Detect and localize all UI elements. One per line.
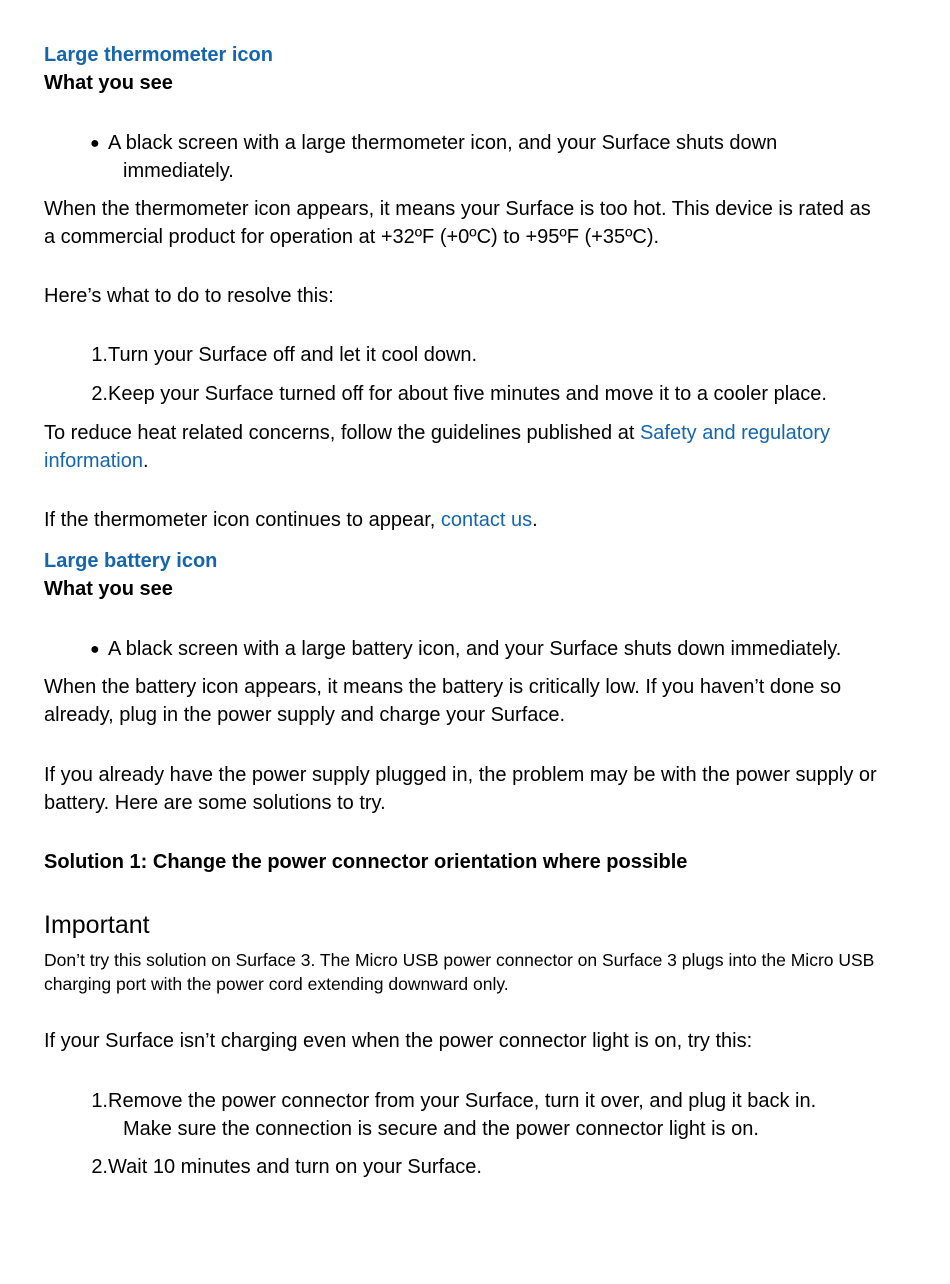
list-number: 2.: [91, 383, 108, 405]
important-label: Important: [44, 911, 150, 939]
numbered-list-item: [88, 342, 888, 370]
bullet-icon: ●: [90, 135, 100, 152]
paragraph-contact: [44, 507, 884, 535]
safety-regulatory-link[interactable]: Safety and regulatory information: [44, 422, 831, 472]
list-item-text: Keep your Surface turned off for about five minutes and move it to a cooler place.: [108, 383, 827, 405]
bullet-item: [88, 636, 888, 664]
paragraph-text: To reduce heat related concerns, follow the guidelines published at: [44, 422, 640, 444]
bullet-text-line2: immediately.: [123, 159, 234, 182]
paragraph-punct: .: [142, 449, 149, 472]
bullet-icon: ●: [90, 641, 100, 658]
list-item-text-line2: Make sure the connection is secure and the power connector light is on.: [123, 1117, 759, 1140]
list-number: 2.: [91, 1156, 108, 1178]
numbered-list-item: [88, 381, 888, 409]
list-number: 1.: [91, 1090, 108, 1112]
contact-us-link[interactable]: contact us: [440, 509, 533, 531]
list-item-text-line1: Remove the power connector from your Surface, turn it over, and plug it back in.: [108, 1090, 817, 1112]
what-you-see-heading: What you see: [44, 578, 173, 600]
section-heading-battery: Large battery icon: [44, 550, 218, 572]
numbered-list-item: [88, 1088, 888, 1143]
paragraph-punct: .: [532, 509, 538, 531]
paragraph: If your Surface isn’t charging even when the power connector light is on, try this:: [44, 1030, 753, 1052]
paragraph-text: If the thermometer icon continues to appear,: [44, 509, 441, 531]
paragraph-safety: [44, 420, 884, 475]
paragraph: Here’s what to do to resolve this:: [44, 285, 334, 307]
list-item-text: Turn your Surface off and let it cool down.: [108, 344, 478, 366]
list-item-text: Wait 10 minutes and turn on your Surface.: [108, 1156, 482, 1178]
paragraph: When the thermometer icon appears, it means your Surface is too hot. This device is rated as a commercial product for operation at +32ºF (+0ºC) to +95ºF (+35ºC).: [44, 198, 871, 248]
paragraph: When the battery icon appears, it means the battery is critically low. If you haven’t done so already, plug in the power supply and charge your Surface.: [44, 676, 842, 726]
bullet-text-line1: A black screen with a large thermometer icon, and your Surface shuts down: [108, 132, 778, 154]
section-heading-thermometer: Large thermometer icon: [44, 44, 273, 66]
paragraph: If you already have the power supply plugged in, the problem may be with the power supply or battery. Here are some solutions to try.: [44, 764, 877, 814]
list-number: 1.: [91, 344, 108, 366]
bullet-text: A black screen with a large battery icon, and your Surface shuts down immediately.: [108, 638, 842, 660]
what-you-see-heading: What you see: [44, 72, 173, 94]
solution-heading: Solution 1: Change the power connector orientation where possible: [44, 851, 688, 873]
bullet-item: [88, 130, 888, 185]
important-note: Don’t try this solution on Surface 3. The Micro USB power connector on Surface 3 plugs into the Micro USB charging port with the power cord extending downward only.: [44, 950, 875, 994]
numbered-list-item: [88, 1154, 888, 1182]
